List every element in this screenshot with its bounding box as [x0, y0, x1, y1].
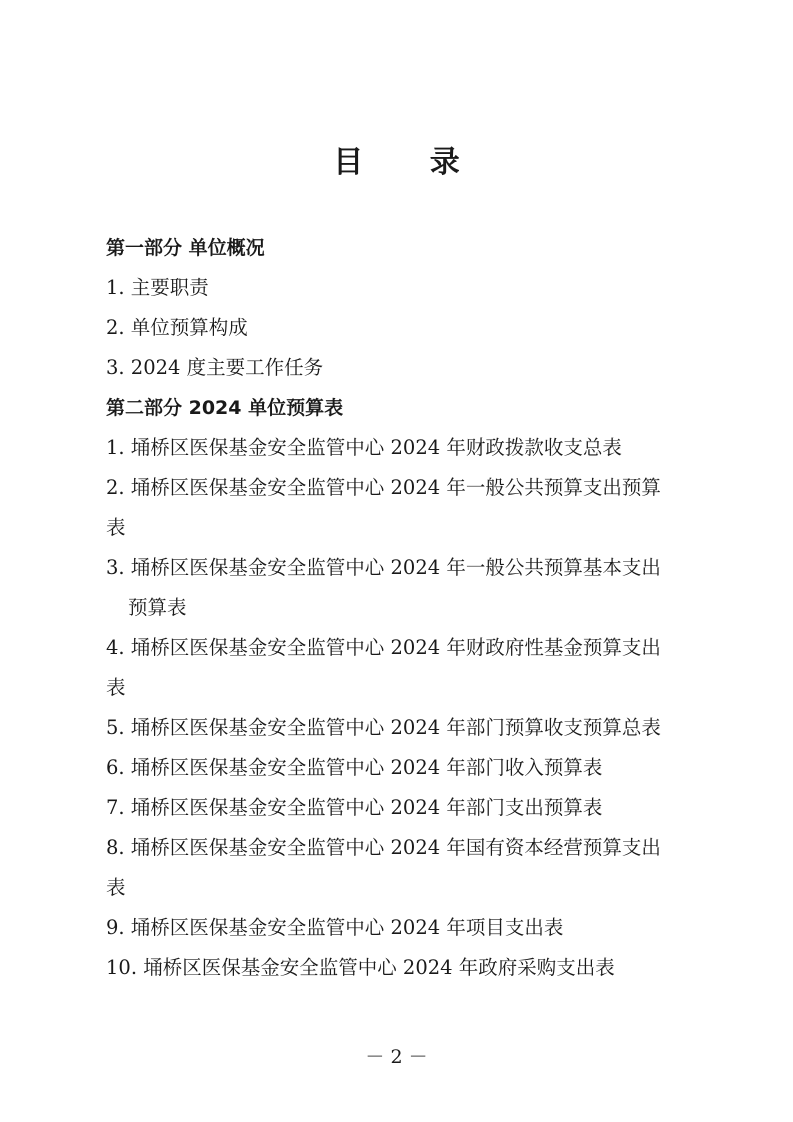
toc-item: 8. 埇桥区医保基金安全监管中心 2024 年国有资本经营预算支出 — [106, 836, 661, 859]
toc-item: 7. 埇桥区医保基金安全监管中心 2024 年部门支出预算表 — [106, 796, 603, 819]
toc-item-continuation: 表 — [106, 876, 126, 899]
toc-item-continuation: 表 — [106, 676, 126, 699]
toc-item: 1. 埇桥区医保基金安全监管中心 2024 年财政拨款收支总表 — [106, 436, 622, 459]
toc-item-continuation: 表 — [106, 516, 126, 539]
page-title: 目 录 — [333, 145, 488, 180]
toc-item-continuation: 预算表 — [128, 596, 187, 619]
toc-item: 3. 埇桥区医保基金安全监管中心 2024 年一般公共预算基本支出 — [106, 556, 661, 579]
part1-heading: 第一部分 单位概况 — [106, 237, 265, 259]
page-number: － 2 － — [365, 1046, 428, 1068]
toc-item: 4. 埇桥区医保基金安全监管中心 2024 年财政府性基金预算支出 — [106, 636, 661, 659]
toc-item: 9. 埇桥区医保基金安全监管中心 2024 年项目支出表 — [106, 916, 564, 939]
toc-item: 1. 主要职责 — [106, 276, 209, 299]
part2-heading: 第二部分 2024 单位预算表 — [106, 397, 344, 419]
toc-item: 10. 埇桥区医保基金安全监管中心 2024 年政府采购支出表 — [106, 956, 615, 979]
toc-item: 5. 埇桥区医保基金安全监管中心 2024 年部门预算收支预算总表 — [106, 716, 661, 739]
toc-item: 2. 单位预算构成 — [106, 316, 248, 339]
table-of-contents — [106, 228, 701, 988]
toc-item: 6. 埇桥区医保基金安全监管中心 2024 年部门收入预算表 — [106, 756, 603, 779]
toc-item: 2. 埇桥区医保基金安全监管中心 2024 年一般公共预算支出预算 — [106, 476, 661, 499]
toc-item: 3. 2024 度主要工作任务 — [106, 356, 324, 379]
